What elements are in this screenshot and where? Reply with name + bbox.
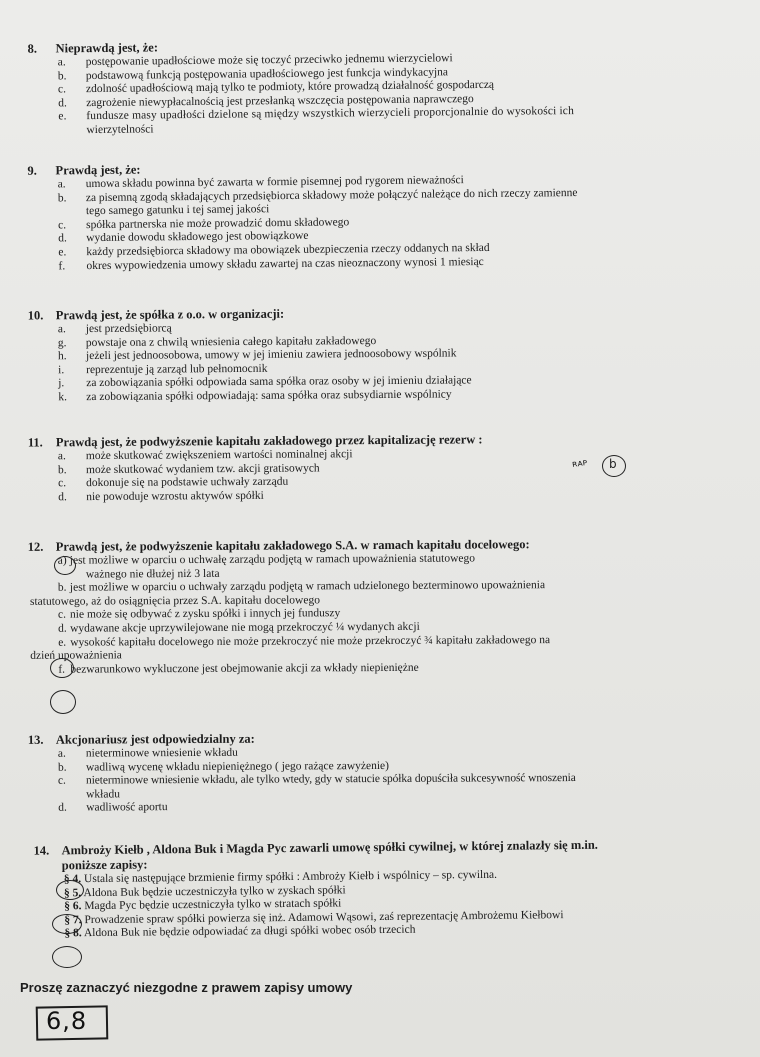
- option: c. zdolność upadłościową mają tylko te podmioty, które prowadzą działalność gospodarczą: [57, 79, 495, 96]
- option: c. nieterminowe wniesienie wkładu, ale tylko wtedy, gdy w statucie spółka dopuściła sukcesywność wnoszenia: [58, 772, 576, 787]
- contract-clause: § 4. Ustala się następujące brzmienie firmy spółki : Ambroży Kiełb i wspólnicy – sp. cywilna.: [63, 868, 497, 886]
- question-number: 9.: [27, 163, 37, 178]
- option: d. nie powoduje wzrostu aktywów spółki: [58, 489, 264, 504]
- contract-clause: § 5. Aldona Buk będzie uczestniczyła tylko w zyskach spółki: [63, 883, 346, 899]
- option: e. wysokość kapitału docelowego nie może przekroczyć nie może przekroczyć ¾ kapitału zakładowego na: [58, 633, 551, 649]
- question-number: 11.: [27, 435, 43, 450]
- option-continuation: wierzytelności: [86, 123, 154, 137]
- question-number: 13.: [27, 732, 44, 747]
- option: h. jeżeli jest jednoosobowa, umowy w jej imieniu zawiera jednoosobowy wspólnik: [57, 347, 457, 363]
- contract-clause: § 7. Prowadzenie spraw spółki powierza się inż. Adamowi Wąsowi, zaś reprezentację Ambrożemu Kiełbowi: [64, 908, 564, 927]
- instruction-text: Proszę zaznaczyć niezgodne z prawem zapisy umowy: [20, 980, 353, 995]
- option: a. umowa składu powinna być zawarta w formie pisemnej pod rygorem nieważności: [57, 174, 464, 191]
- option: e. każdy przedsiębiorca składowy ma obowiązek ubezpieczenia rzeczy oddanych na skład: [58, 241, 490, 259]
- question-title: Ambroży Kiełb , Aldona Buk i Magda Pyc zawarli umowę spółki cywilnej, w której znalazły się m.in.: [61, 837, 598, 858]
- option: a) jest możliwe w oparciu o uchwałę zarządu podjętą w ramach upoważnienia statutowego: [57, 552, 475, 567]
- option: a. nieterminowe wniesienie wkładu: [57, 746, 238, 760]
- contract-clause: § 8. Aldona Buk nie będzie odpowiadać za długi spółki wobec osób trzecich: [64, 924, 416, 940]
- option: c. nie może się odbywać z zysku spółki i innych jej funduszy: [58, 607, 341, 622]
- option: b. jest możliwe w oparciu o uchwały zarządu podjętą w ramach udzielonego bezterminowo upoważnienia: [57, 579, 546, 594]
- option: g. powstaje ona z chwilą wniesienia całego kapitału zakładowego: [57, 334, 377, 349]
- hand-drawn-circle: [54, 556, 76, 575]
- question-9: [27, 156, 738, 274]
- option: b. podstawową funkcją postępowania upadłościowego jest funkcja windykacyjna: [57, 65, 449, 82]
- option: b. może skutkować wydaniem tzw. akcji gratisowych: [57, 462, 320, 476]
- option: a. postępowanie upadłościowe może się toczyć przeciwko jednemu wierzycielowi: [57, 52, 453, 69]
- question-number: 12.: [27, 539, 44, 554]
- question-number: 8.: [27, 41, 38, 56]
- option-continuation: ważnego nie dłużej niż 3 lata: [85, 567, 220, 581]
- hand-drawn-circle: [50, 658, 74, 678]
- contract-clause: § 6. Magda Pyc będzie uczestniczyła tylko w stratach spółki: [64, 897, 342, 913]
- option: d. wydawane akcje uprzywilejowane nie mogą przekroczyć ¼ wydanych akcji: [58, 620, 420, 635]
- question-title: Nieprawdą jest, że:: [55, 40, 159, 56]
- option: j. za zobowiązania spółki odpowiada sama spółka oraz osoby w jej imieniu działające: [58, 374, 472, 390]
- option: i. reprezentuje ją zarząd lub pełnomocnik: [58, 362, 268, 377]
- handwritten-circled-letter: b: [609, 457, 617, 471]
- option-continuation: statutowego, aż do osiągnięcia przez S.A. kapitału docelowego: [29, 594, 320, 608]
- handwritten-margin-note: ʀᴀᴘ: [571, 457, 589, 471]
- question-title: Prawdą jest, że spółka z o.o. w organizacji:: [55, 306, 285, 323]
- option-continuation: dzień upoważnienia: [30, 649, 122, 663]
- option: a. może skutkować zwiększeniem wartości nominalnej akcji: [57, 448, 353, 463]
- option: d. zagrożenie niewypłacalnością jest przesłanką wszczęcia postępowania naprawczego: [58, 92, 474, 110]
- option-continuation: wkładu: [86, 788, 121, 801]
- question-title: Prawdą jest, że podwyższenie kapitału zakładowego S.A. w ramach kapitału docelowego:: [55, 537, 530, 554]
- option: d. wadliwość aportu: [58, 801, 168, 815]
- hand-drawn-circle: [50, 690, 76, 714]
- option: f. okres wypowiedzenia umowy składu zawartej na czas nieoznaczony wynosi 1 miesiąc: [58, 255, 484, 272]
- question-title: Prawdą jest, że:: [55, 162, 141, 178]
- option: c. dokonuje się na podstawie uchwały zarządu: [58, 475, 289, 490]
- option: b. wadliwą wycenę wkładu niepieniężnego ( jego rażące zawyżenie): [57, 759, 389, 774]
- question-8: [28, 34, 739, 138]
- option-continuation: tego samego gatunku i tej samej jakości: [85, 203, 270, 218]
- option: a. jest przedsiębiorcą: [57, 322, 172, 336]
- option: c. spółka partnerska nie może prowadzić domu składowego: [58, 216, 350, 232]
- handwritten-answer: 6,8: [46, 1007, 88, 1035]
- hand-drawn-circle: [56, 880, 84, 900]
- option: d. wydanie dowodu składowego jest obowiązkowe: [58, 230, 309, 245]
- question-13: [28, 729, 738, 816]
- option: f. bezwarunkowo wykluczone jest obejmowanie akcji za wkłady niepieniężne: [58, 661, 419, 676]
- hand-drawn-circle: [52, 946, 82, 968]
- hand-drawn-circle: [52, 914, 82, 934]
- option: e. fundusze masy upadłości dzielone są między wszystkich wierzycieli proporcjonalnie do wysokości ich: [58, 105, 575, 123]
- question-number: 14.: [33, 843, 50, 858]
- question-11: [28, 431, 738, 505]
- question-14: [28, 836, 739, 941]
- question-number: 10.: [27, 308, 44, 323]
- question-title: Prawdą jest, że podwyższenie kapitału zakładowego przez kapitalizację rezerw :: [55, 432, 483, 450]
- option: b. za pisemną zgodą składających przedsiębiorca składowy może połączyć należące do nich rzeczy zamienne: [57, 186, 578, 204]
- option: k. za zobowiązania spółki odpowiadają: sama spółka oraz subsydiarnie wspólnicy: [58, 388, 452, 404]
- question-10: [28, 304, 739, 406]
- question-title: Akcjonariusz jest odpowiedzialny za:: [55, 731, 255, 747]
- question-12: [28, 536, 739, 677]
- question-title-continuation: poniższe zapisy:: [61, 857, 148, 873]
